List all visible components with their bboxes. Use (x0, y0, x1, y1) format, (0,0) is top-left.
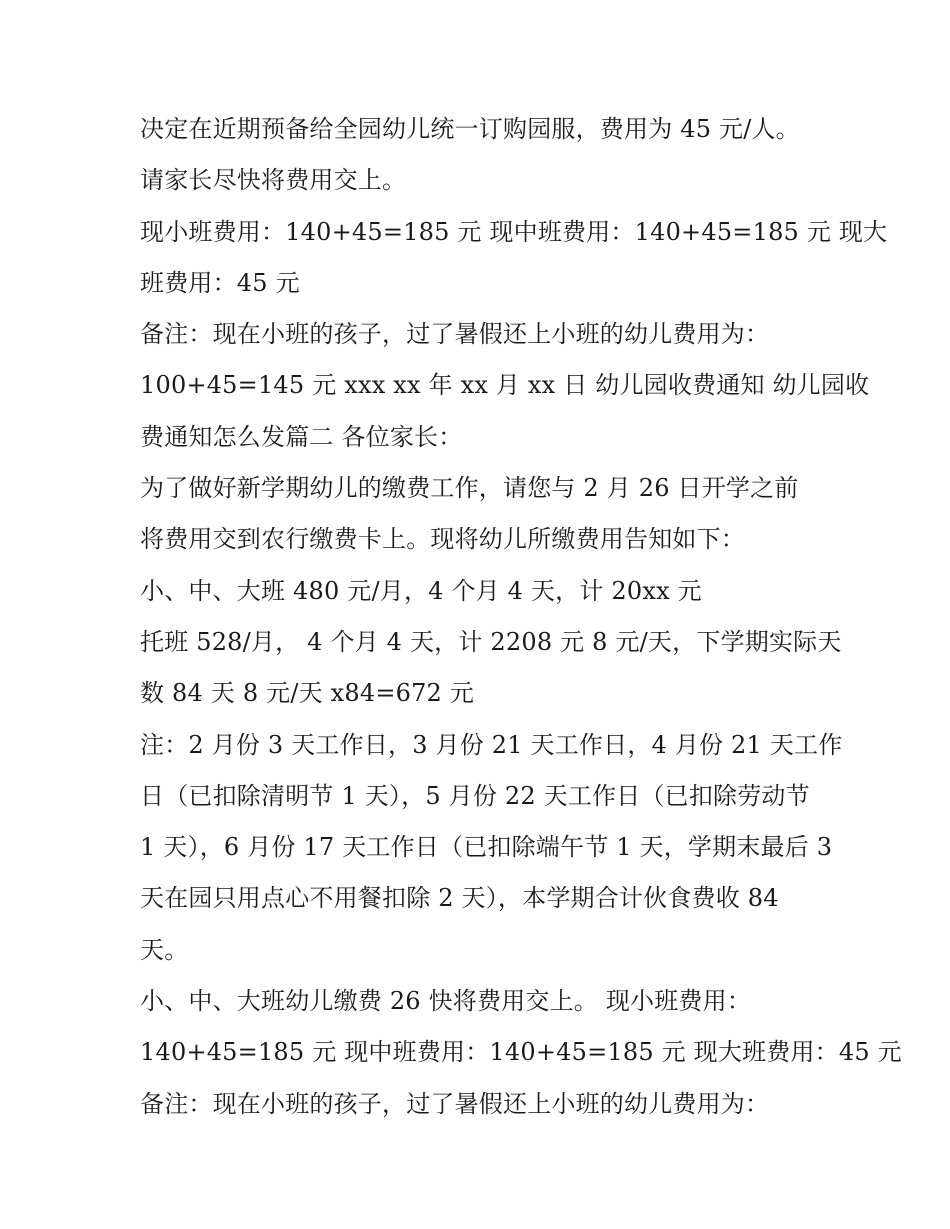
text-line: 备注：现在小班的孩子，过了暑假还上小班的幼儿费用为： (140, 1089, 770, 1118)
text-line: 决定在近期预备给全园幼儿统一订购园服，费用为 45 元/人。 (140, 115, 800, 143)
text-line: 日（已扣除清明节 1 天），5 月份 22 天工作日（已扣除劳动节 (140, 781, 810, 810)
text-line: 注：2 月份 3 天工作日，3 月份 21 天工作日，4 月份 21 天工作 (140, 730, 843, 759)
text-line: 140+45=185 元 现中班费用：140+45=185 元 现大班费用：45 元 (140, 1038, 902, 1067)
text-line: 数 84 天 8 元/天 x84=672 元 (140, 679, 475, 708)
text-line: 现小班费用：140+45=185 元 现中班费用：140+45=185 元 现大 (140, 217, 888, 246)
text-line: 备注：现在小班的孩子，过了暑假还上小班的幼儿费用为： (140, 320, 770, 349)
text-line: 小、中、大班幼儿缴费 26 快将费用交上。 现小班费用： (140, 987, 752, 1016)
text-line: 天。 (140, 935, 189, 964)
text-line: 将费用交到农行缴费卡上。现将幼儿所缴费用告知如下： (140, 525, 745, 554)
text-line: 托班 528/月， 4 个月 4 天，计 2208 元 8 元/天，下学期实际天 (140, 627, 842, 656)
text-line: 费通知怎么发篇二 各位家长： (140, 422, 463, 451)
document-body (140, 104, 902, 1130)
text-line: 请家长尽快将费用交上。 (140, 166, 407, 195)
text-line: 100+45=145 元 xxx xx 年 xx 月 xx 日 幼儿园收费通知 幼儿园收 (140, 371, 870, 400)
text-line: 小、中、大班 480 元/月，4 个月 4 天，计 20xx 元 (140, 576, 702, 605)
text-line: 班费用：45 元 (140, 268, 300, 297)
text-line: 为了做好新学期幼儿的缴费工作，请您与 2 月 26 日开学之前 (140, 474, 799, 503)
text-line: 1 天），6 月份 17 天工作日（已扣除端午节 1 天，学期末最后 3 (140, 833, 833, 862)
text-line: 天在园只用点心不用餐扣除 2 天），本学期合计伙食费收 84 (140, 884, 779, 913)
